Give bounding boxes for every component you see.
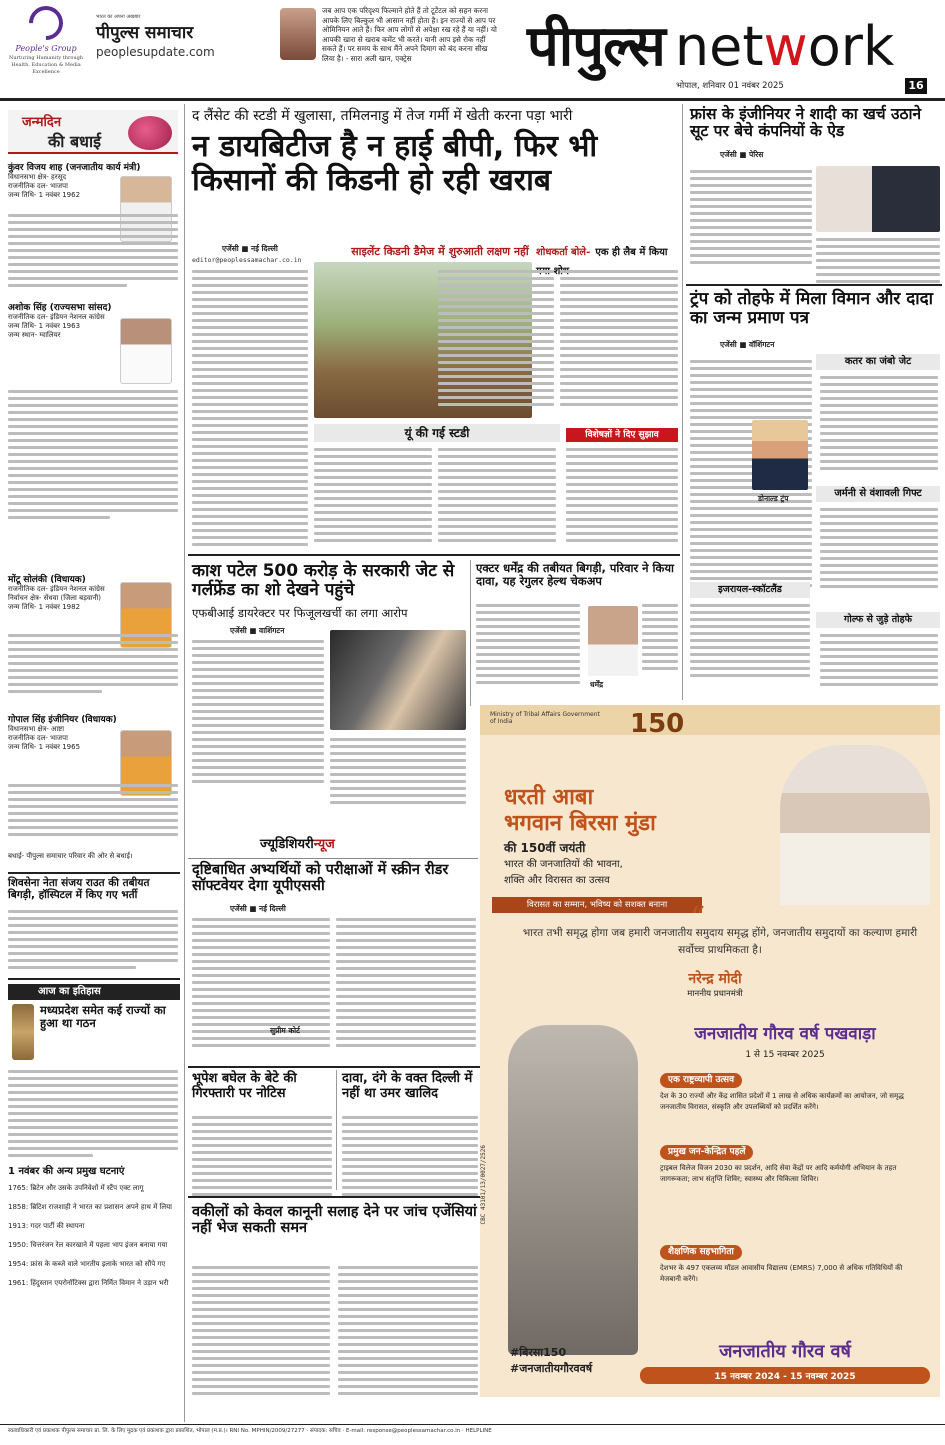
history-headline[interactable]: मध्यप्रदेश समेत कई राज्यों का हुआ था गठन: [40, 1003, 166, 1030]
card-text: देशभर के 497 एकलव्य मॉडल आवासीय विद्यालय (EMRS) 7,000 से अधिक गतिविधियों की मेजबानी करेंगे।: [660, 1264, 903, 1283]
ad-footer: [640, 1339, 930, 1387]
imprint-footer: स्वत्वाधिकारी एवं प्रकाशक पीपुल्स समाचार प्रा. लि. के लिए मुद्रक एवं प्रकाशक द्वारा प्रकाशित, भोपाल (म.प्र.)। RNI No. MPHIN/2009/27277 · संपादक: सचिव · E-mail: response@peoplessamachar.co.in · HELPLINE: [0, 1424, 945, 1445]
person-line: राजनीतिक दल- भाजपा: [8, 734, 68, 742]
section-rule: [8, 872, 180, 874]
article-text: [438, 448, 556, 546]
card-heading: प्रमुख जन-केन्द्रित पहलें: [660, 1145, 753, 1160]
masthead-title-hindi: पीपुल्स: [527, 14, 665, 79]
upsc-headline[interactable]: दृष्टिबाधित अभ्यर्थियों को परीक्षाओं में स्क्रीन रीडर सॉफ्टवेयर देगा यूपीएससी: [192, 862, 449, 895]
person-line: निर्वाचन क्षेत्र- सेंधवा (जिला बड़वानी): [8, 594, 101, 602]
article-text: [8, 1070, 178, 1161]
judiciary-label-red: न्यूज: [313, 837, 335, 852]
trump-caption: डोनाल्ड ट्रंप: [758, 494, 789, 503]
person-line: राजनीतिक दल- इंडियन नेशनल कांग्रेस: [8, 313, 105, 321]
umar-headline[interactable]: दावा, दंगे के वक्त दिल्ली में नहीं था उमर खालिद: [342, 1071, 473, 1101]
section-rule: [8, 978, 180, 980]
ministry-logo: Ministry of Tribal Affairs Government of India: [490, 711, 600, 725]
section-rule: [686, 284, 942, 286]
article-text: [342, 1116, 478, 1200]
ad-footer-title: जनजातीय गौरव वर्ष: [719, 1341, 851, 1362]
upsc-byline: एजेंसी ■ नई दिल्ली: [230, 904, 286, 913]
person-line: जन्म तिथि- 1 नवंबर 1963: [8, 322, 81, 330]
hashtag: #जनजातीयगौरववर्ष: [510, 1362, 593, 1375]
event-item: 1961: हिंदुस्तान एयरोनॉटिक्स द्वारा निर्मित विमान ने उड़ान भरी: [8, 1279, 169, 1287]
sc-tag: सुप्रीम कोर्ट: [270, 1026, 300, 1035]
ad-card: [660, 1245, 922, 1285]
ad-title: [504, 785, 656, 837]
group-tagline: Nurturing Humanity through Health, Education & Media Excellence: [8, 55, 84, 75]
dharmendra-photo: [588, 606, 638, 676]
lead-byline: एजेंसी ■ नई दिल्ली: [222, 244, 278, 253]
person-line: जन्म स्थान- ग्वालियर: [8, 331, 61, 339]
birthday-header: [8, 110, 178, 154]
quote-author: - सारा अली खान, एक्ट्रेस: [345, 53, 412, 63]
baghel-headline[interactable]: भूपेश बघेल के बेटे की गिरफ्तारी पर नोटिस: [192, 1071, 297, 1101]
tribal-affairs-ad[interactable]: [480, 705, 940, 1397]
event-item: 1954: फ्रांस के कब्जे वाले भारतीय इलाके भारत को सौंपे गए: [8, 1260, 166, 1268]
masthead-rule: [0, 98, 945, 101]
germany-box: जर्मनी से वंशावली गिफ्ट: [816, 486, 940, 502]
masthead-ork: ork: [807, 15, 895, 78]
card-heading: एक राष्ट्रव्यापी उत्सव: [660, 1073, 742, 1088]
birthday-heading-main: की बधाई: [48, 132, 101, 151]
events-headline: 1 नवंबर की अन्य प्रमुख घटनाएं: [8, 1166, 125, 1177]
ad-description: [504, 857, 623, 889]
article-text: [330, 738, 466, 808]
article-text: [820, 634, 938, 690]
researcher-text: एक ही लैब में किया: [595, 247, 668, 258]
ad-subtitle: की 150वीं जयंती: [504, 841, 586, 855]
card-text: ट्राइबल विलेज विजन 2030 का प्रदर्शन, आदि सेवा केंद्रों पर आदि कर्मयोगी अभियान के तहत जागरूकता; लाभ संतृप्ति शिविर; स्वास्थ्य और चिकित्सा शिविर।: [660, 1164, 897, 1183]
lead-email: editor@peoplessamachar.co.in: [192, 256, 302, 264]
group-name: People's Group: [15, 44, 77, 53]
page-number: 16: [905, 78, 927, 94]
judiciary-label-black: ज्यूडिशियरी: [260, 837, 314, 852]
trump-headline[interactable]: ट्रंप को तोहफे में मिला विमान और दादा का जन्म प्रमाण पत्र: [690, 289, 934, 329]
ad-banner: विरासत का सम्मान, भविष्य को सशक्त बनाना: [492, 897, 702, 913]
masthead-title: [527, 6, 942, 79]
person-line: विधानसभा क्षेत्र- आष्टा: [8, 725, 65, 733]
expert-label: विशेषज्ञों ने दिए सुझाव: [566, 428, 678, 442]
person-photo: [120, 318, 172, 384]
quote-text: जब आप एक परिदृश्य फिल्माने होते हैं तो टूटेंटल को सहन करना आपके लिए बिल्कुल भी आसान नहीं होता है। इन राज्यों से आप पर ओमिनियन आते हैं। फिर आप लोगों से अपेक्षा रख रहे हैं या नहीं। यो आपकी खारा से खराब कमेंट भी करते। यानी आप इसे रोक नहीं सकते हैं। पर समय के साथ मैंने अपने दिमाग को बंद करना सीख लिया है।: [322, 6, 497, 63]
column-rule: [184, 104, 185, 1422]
ad-cbc-code: CBC 43101/13/0027/2526: [480, 1145, 487, 1225]
article-text: [476, 604, 580, 688]
article-text: [338, 1266, 478, 1399]
article-text: [336, 918, 476, 1051]
france-headline[interactable]: फ्रांस के इंजीनियर ने शादी का खर्च उठाने सूट पर बेचे कंपनियों के ऐड: [690, 105, 922, 141]
section-rule: [188, 1066, 480, 1068]
section-rule: [188, 554, 680, 556]
brand-block: [96, 14, 266, 59]
anniversary-badge: 150: [630, 709, 685, 739]
brand-name: पीपुल्स समाचार: [96, 23, 194, 43]
article-text: [192, 1116, 332, 1200]
event-item: 1950: चित्तरंजन रेल कारखाने में पहला भाप इंजन बनाया गया: [8, 1241, 168, 1249]
masthead-net: net: [674, 15, 764, 78]
raut-headline[interactable]: शिवसेना नेता संजय राउत की तबीयत बिगड़ी, हॉस्पिटल में किए गए भर्ती: [8, 877, 150, 901]
website-link[interactable]: peoplesupdate.com: [96, 45, 215, 59]
ad-desc-line2: शक्ति और विरासत का उत्सव: [504, 875, 610, 886]
masthead-w: w: [763, 15, 808, 78]
person-name: गोपाल सिंह इंजीनियर (विधायक): [8, 715, 117, 725]
lawyer-headline[interactable]: वकीलों को केवल कानूनी सलाह देने पर जांच एजेंसियां नहीं भेज सकती समन: [192, 1204, 477, 1237]
kash-photo: [330, 630, 466, 730]
column-rule: [336, 1070, 337, 1190]
column-rule: [682, 104, 683, 700]
quote-box: [322, 6, 502, 70]
person-name: मोंटू सोलंकी (विधायक): [8, 575, 86, 585]
article-text: [816, 238, 940, 287]
group-logo: [6, 6, 86, 98]
pm-photo: [780, 745, 930, 905]
article-text: [192, 270, 308, 550]
ad-footer-dates: 15 नवम्बर 2024 - 15 नवम्बर 2025: [640, 1367, 930, 1384]
lead-subhead: साइलेंट किडनी डैमेज में शुरुआती लक्षण नहीं: [351, 245, 529, 258]
lead-kicker: द लैंसेट की स्टडी में खुलासा, तमिलनाडु में तेज गर्मी में खेती करना पड़ा भारी: [192, 108, 573, 124]
card-text: देश के 30 राज्यों और केंद्र शासित प्रदेशों में 1 लाख से अधिक कार्यक्रमों का आयोजन, जो समृद्ध जनजातीय विरासत, संस्कृति और उपलब्धियों को प्रदर्शित करेंगे।: [660, 1092, 904, 1111]
ad-card: [660, 1145, 922, 1185]
article-text: [560, 270, 678, 410]
article-text: [192, 918, 330, 1051]
article-text: [8, 634, 178, 697]
article-text: [8, 784, 178, 840]
kash-byline: एजेंसी ■ वाशिंगटन: [230, 626, 285, 635]
article-text: [438, 270, 554, 410]
dharmendra-caption: धर्मेंद्र: [590, 680, 604, 689]
article-text: [192, 640, 324, 787]
study-box-header: यूं की गई स्टडी: [314, 424, 560, 442]
israel-box: इजरायल-स्कॉटलैंड: [690, 582, 810, 598]
hourglass-icon: [12, 1004, 34, 1060]
trump-byline: एजेंसी ■ वॉशिंगटन: [720, 340, 775, 349]
researcher-label: शोधकर्ता बोले-: [536, 247, 591, 258]
masthead-title-network: [675, 15, 894, 78]
kash-subhead: एफबीआई डायरेक्टर पर फिजूलखर्ची का लगा आरोप: [192, 606, 408, 620]
section-rule: [188, 1196, 480, 1198]
history-label: आज का इतिहास: [8, 984, 180, 1000]
pakhwada-title: जनजातीय गौरव वर्ष पखवाड़ा: [694, 1024, 876, 1044]
quote-mark-icon: “: [690, 901, 706, 936]
section-rule: [188, 858, 478, 859]
kash-headline[interactable]: काश पटेल 500 करोड़ के सरकारी जेट से गर्लफ्रेंड का शो देखने पहुंचे: [192, 561, 455, 601]
couple-photo: [816, 166, 940, 232]
event-item: 1913: गदर पार्टी की स्थापना: [8, 1222, 85, 1230]
trump-photo: [752, 420, 808, 490]
article-text: [192, 1266, 330, 1399]
ad-quote: भारत तभी समृद्ध होगा जब हमारी जनजातीय समुदाय समृद्ध होंगे, जनजातीय समुदायों का कल्याण हमारी सर्वोच्च प्राथमिकता है।: [522, 927, 918, 956]
ad-hashtags: [510, 1345, 592, 1377]
person-name: अशोक सिंह (राज्यसभा सांसद): [8, 303, 112, 313]
person-line: राजनीतिक दल- भाजपा: [8, 182, 68, 190]
qatar-box: कतर का जंबो जेट: [816, 354, 940, 370]
lead-headline[interactable]: न डायबिटीज है न हाई बीपी, फिर भी किसानों की किडनी हो रही खराब: [192, 129, 598, 198]
article-text: [8, 910, 178, 973]
article-text: [8, 390, 178, 523]
article-text: [642, 604, 678, 674]
hashtag: #बिरसा150: [510, 1346, 567, 1359]
article-text: [690, 604, 810, 681]
article-text: [566, 448, 678, 546]
researcher-header: [536, 240, 676, 258]
dharmendra-headline[interactable]: एक्टर धर्मेंद्र की तबीयत बिगड़ी, परिवार ने किया दावा, यह रेगुलर हेल्थ चेकअप: [476, 561, 674, 588]
ad-title-line2: भगवान बिरसा मुंडा: [504, 811, 656, 836]
ad-card: [660, 1073, 922, 1113]
ad-signatory: नरेन्द्र मोदी: [688, 971, 742, 987]
person-line: जन्म तिथि- 1 नवंबर 1982: [8, 603, 81, 611]
article-text: [820, 376, 938, 474]
judiciary-label: [260, 834, 410, 854]
column-rule: [470, 560, 471, 706]
article-text: [8, 214, 178, 291]
article-text: [820, 508, 938, 592]
person-name: कुंवर विजय शाह (जनजातीय कार्य मंत्री): [8, 163, 141, 173]
birthday-heading-top: जन्मदिन: [22, 115, 62, 130]
person-line: जन्म तिथि- 1 नवंबर 1965: [8, 743, 81, 751]
quote-author-photo: [280, 8, 316, 60]
article-text: [314, 448, 432, 546]
ad-desc-line1: भारत की जनजातियों की भावना,: [504, 859, 623, 870]
brand-tag: भारत का अपना अखबार: [96, 14, 141, 20]
card-heading: शैक्षणिक सहभागिता: [660, 1245, 742, 1260]
dateline: भोपाल, शनिवार 01 नवंबर 2025: [676, 81, 784, 91]
birsa-munda-statue: [508, 1025, 638, 1355]
person-line: जन्म तिथि- 1 नवंबर 1962: [8, 191, 81, 199]
ad-signatory-title: माननीय प्रधानमंत्री: [687, 989, 743, 999]
person-line: विधानसभा क्षेत्र- हरसूद: [8, 173, 67, 181]
birthday-wish: बधाई- पीपुल्स समाचार परिवार की ओर से बधाई।: [8, 852, 133, 860]
event-item: 1858: ब्रिटिश राजशाही ने भारत का प्रशासन अपने हाथ में लिया: [8, 1203, 172, 1211]
france-byline: एजेंसी ■ पेरिस: [720, 150, 764, 159]
pakhwada-dates: 1 से 15 नवम्बर 2025: [745, 1050, 825, 1060]
event-item: 1765: ब्रिटेन और उसके उपनिवेशों में स्टैंप एक्ट लागू: [8, 1184, 144, 1192]
ad-title-line1: धरती आबा: [504, 785, 594, 810]
group-logo-icon: [22, 0, 70, 47]
article-text: [690, 170, 812, 268]
flower-icon: [128, 116, 172, 150]
person-line: राजनीतिक दल- इंडियन नेशनल कांग्रेस: [8, 585, 105, 593]
golf-box: गोल्फ से जुड़े तोहफे: [816, 612, 940, 628]
events-list: [8, 1184, 180, 1298]
